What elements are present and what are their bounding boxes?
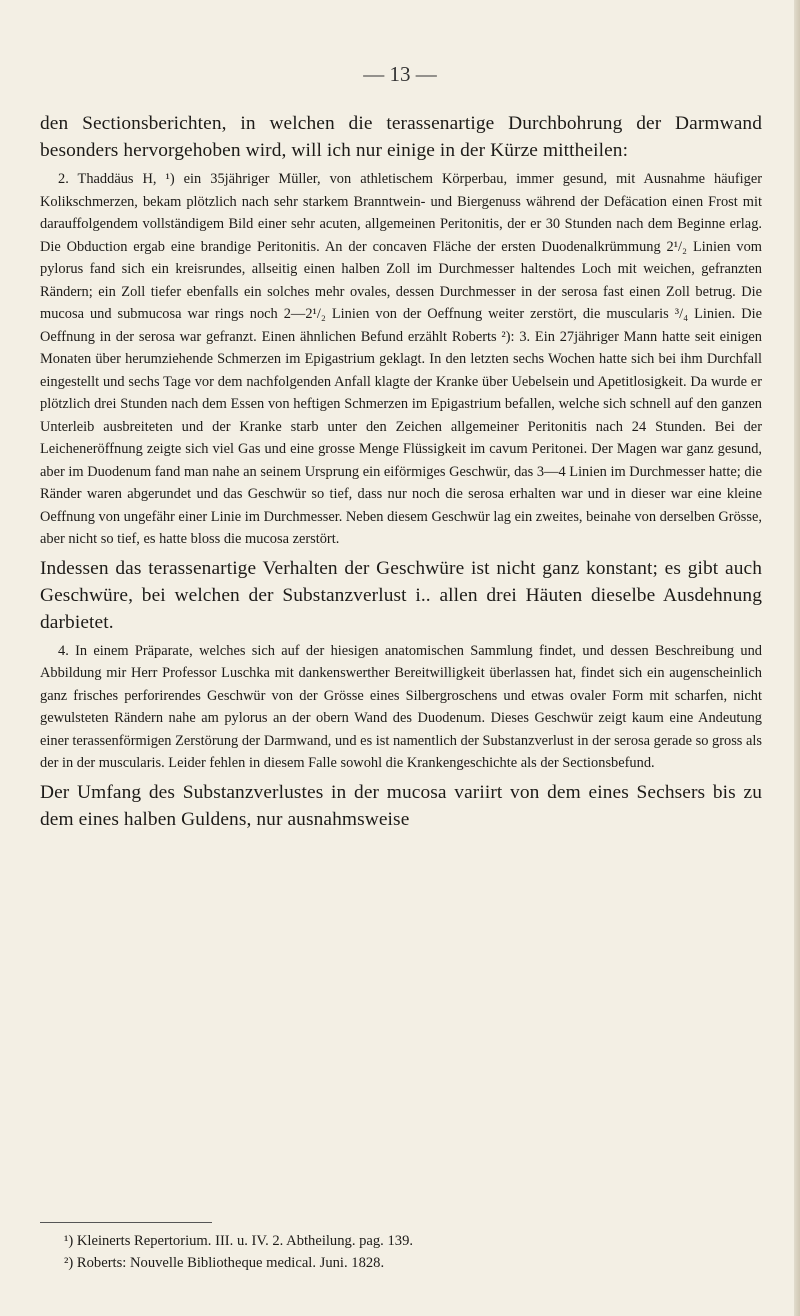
paragraph-terrace-variation: Indessen das terassenartige Verhalten der Geschwüre ist nicht ganz konstant; es gibt auch Geschwüre, bei welchen der Substanzverlust i.. allen drei Häuten dieselbe Ausdehnung darbietet. (40, 557, 762, 633)
page-number: — 13 — (363, 62, 437, 86)
main-text (40, 110, 762, 833)
paragraph-mucosa-extent: Der Umfang des Substanzverlustes in der mucosa variirt von dem eines Sechsers bis zu dem eines halben Guldens, nur ausnahmsweise (40, 781, 762, 830)
paragraph-case-4: 4. In einem Präparate, welches sich auf der hiesigen anatomischen Sammlung findet, und dessen Beschreibung und Abbildung mir Herr Professor Luschka mit dankenswerther Bereitwilligkeit überlassen hat, findet sich ein augenscheinlich ganz frisches perforirendes Geschwür von der Grösse eines Silbergroschens und etwas ovaler Form mit scharfen, nicht gewulsteten Rändern nahe am pylorus an der obern Wand des Duodenum. Dieses Geschwür zeigt kaum eine Andeutung einer terassenförmigen Zerstörung der Darmwand, und es ist namentlich der Substanzverlust in der serosa gerade so gross als der in der muscularis. Leider fehlen in diesem Falle sowohl die Krankengeschichte als der Sectionsbefund. (40, 642, 762, 771)
footnote-2: ²) Roberts: Nouvelle Bibliotheque medical. Juni. 1828. (64, 1255, 385, 1271)
footnote-divider (40, 1222, 212, 1223)
footnote-1: ¹) Kleinerts Repertorium. III. u. IV. 2. Abtheilung. pag. 139. (64, 1233, 414, 1249)
paragraph-cases-2-3: 2. Thaddäus H, ¹) ein 35jähriger Müller, von athletischem Körperbau, immer gesund, mit Ausnahme häufiger Kolikschmerzen, bekam plötzlich nach sehr starkem Branntwein- und Biergenuss während der Defäcation einen Frost mit darauffolgendem vollständigem Bild einer sehr acuten, allgemeinen Peritonitis, der er 30 Stunden nach dem Beginne erlag. Die Obduction ergab eine brandige Peritonitis. An der concaven Fläche der ersten Duodenalkrümmung 2¹/₂ Linien vom pylorus fand sich ein kreisrundes, allseitig einen halben Zoll im Durchmesser haltendes Loch mit weichen, gefranzten Rändern; ein Zoll tiefer ebenfalls ein solches mehr ovales, dessen Durchmesser in der serosa fast einen Zoll betrug. Die mucosa und submucosa war rings noch 2—2¹/₂ Linien von der Oeffnung weiter zerstört, die muscularis ³/₄ Linien. Die Oeffnung in der serosa war gefranzt. Einen ähnlichen Befund erzählt Roberts ²): 3. Ein 27jähriger Mann hatte seit einigen Monaten über herumziehende Schmerzen im Epigastrium geklagt. In den letzten sechs Wochen hatte sich bei ihm Durchfall eingestellt und sechs Tage vor dem nachfolgenden Anfall klagte der Kranke über Uebelsein und Apetitlosigkeit. Da wurde er plötzlich drei Stunden nach dem Essen von heftigen Schmerzen im Epigastrium befallen, welche sich schnell auf den ganzen Unterleib ausbreiteten und der Kranke starb unter den Zeichen allgemeiner Peritonitis nach 24 Stunden. Bei der Leicheneröffnung zeigte sich viel Gas und eine grosse Menge Flüssigkeit im cavum Peritonei. Der Magen war ganz gesund, aber im Duodenum fand man nahe an seinem Ursprung ein eiförmiges Geschwür, das 3—4 Linien im Durchmesser hatte; die Ränder waren abgerundet und das Geschwür so tief, dass nur noch die serosa erhalten war und in dieser war eine kleine Oeffnung von ungefähr einer Linie im Durchmesser. Neben diesem Geschwür lag ein zweites, beinahe von derselben Grösse, aber nicht so tief, es hatte bloss die mucosa zerstört. (40, 171, 762, 547)
page-edge-shadow (794, 0, 800, 1316)
paragraph-intro: den Sectionsberichten, in welchen die terassenartige Durchbohrung der Darmwand besonders hervorgehoben wird, will ich nur einige in der Kürze mittheilen: (40, 113, 762, 161)
footnotes (64, 1230, 744, 1274)
